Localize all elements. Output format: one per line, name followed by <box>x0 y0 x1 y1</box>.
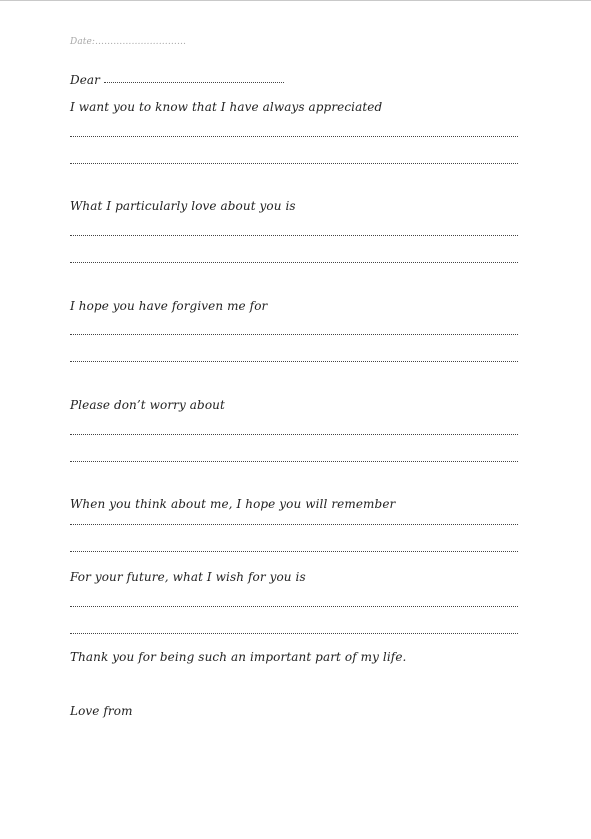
writing-line[interactable] <box>70 361 518 362</box>
writing-line[interactable] <box>70 163 518 164</box>
section-prompt-future-wish: For your future, what I wish for you is <box>70 570 306 584</box>
writing-line[interactable] <box>70 461 518 462</box>
writing-line[interactable] <box>70 334 518 335</box>
salutation-line <box>70 73 284 87</box>
writing-line[interactable] <box>70 434 518 435</box>
section-prompt-forgiven: I hope you have forgiven me for <box>70 299 268 313</box>
writing-line[interactable] <box>70 136 518 137</box>
section-prompt-dont-worry: Please don’t worry about <box>70 398 225 412</box>
writing-line[interactable] <box>70 633 518 634</box>
sign-off: Love from <box>70 704 133 718</box>
salutation-label: Dear <box>70 73 101 87</box>
section-prompt-love-about-you: What I particularly love about you is <box>70 199 296 213</box>
writing-line[interactable] <box>70 262 518 263</box>
writing-line[interactable] <box>70 551 518 552</box>
recipient-name-blank[interactable] <box>104 82 284 83</box>
date-line: Date:………………………… <box>70 37 187 47</box>
writing-line[interactable] <box>70 524 518 525</box>
writing-line[interactable] <box>70 235 518 236</box>
section-prompt-appreciated: I want you to know that I have always appreciated <box>70 100 383 114</box>
section-prompt-remember: When you think about me, I hope you will remember <box>70 497 396 511</box>
writing-line[interactable] <box>70 606 518 607</box>
closing-thanks: Thank you for being such an important part of my life. <box>70 650 407 664</box>
